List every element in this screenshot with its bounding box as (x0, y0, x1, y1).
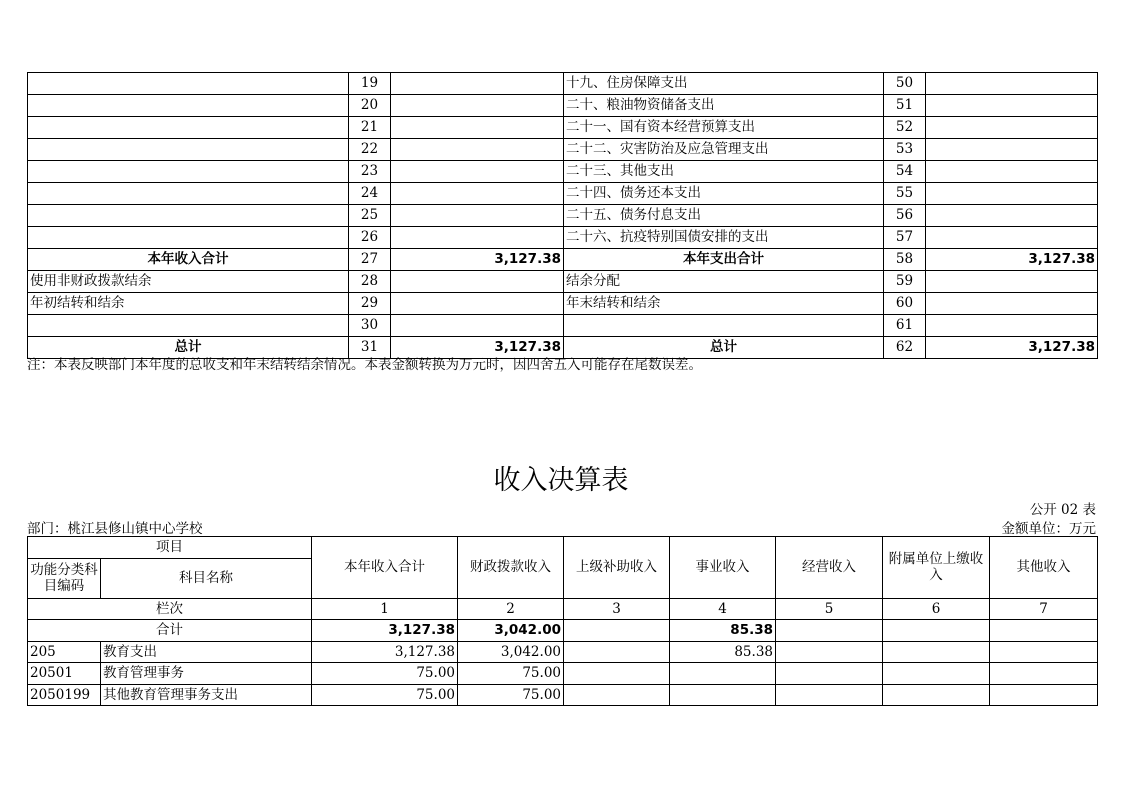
summary-row (28, 117, 1098, 139)
income-line-number: 22 (349, 139, 391, 161)
income-item-label (28, 315, 349, 337)
expense-item-value (926, 117, 1098, 139)
subject-name: 教育支出 (101, 641, 312, 663)
header-other-income: 其他收入 (990, 537, 1098, 599)
subject-name: 其他教育管理事务支出 (101, 684, 312, 706)
expense-line-number: 62 (884, 337, 926, 359)
income-item-label (28, 205, 349, 227)
income-table-body (28, 537, 1098, 706)
income-item-value (391, 205, 564, 227)
total-label: 合计 (28, 620, 312, 642)
income-value (670, 663, 776, 685)
income-line-number: 29 (349, 293, 391, 315)
expense-item-value (926, 73, 1098, 95)
income-value (883, 684, 990, 706)
form-number: 公开 02 表 (1029, 502, 1096, 518)
table-row (28, 684, 1098, 706)
expense-item-value: 3,127.38 (926, 337, 1098, 359)
income-value: 75.00 (458, 684, 564, 706)
expense-item-value (926, 205, 1098, 227)
total-value (883, 620, 990, 642)
expense-line-number: 58 (884, 249, 926, 271)
income-line-number: 31 (349, 337, 391, 359)
income-item-value (391, 293, 564, 315)
expense-item-label: 年末结转和结余 (564, 293, 884, 315)
summary-row (28, 73, 1098, 95)
expense-line-number: 52 (884, 117, 926, 139)
summary-row (28, 139, 1098, 161)
expense-item-value (926, 161, 1098, 183)
income-item-value (391, 183, 564, 205)
column-number: 4 (670, 598, 776, 620)
expense-item-value (926, 271, 1098, 293)
header-fiscal-appropriation: 财政拨款收入 (458, 537, 564, 599)
summary-row (28, 293, 1098, 315)
header-row (28, 537, 1098, 559)
income-item-label (28, 161, 349, 183)
header-business-income: 事业收入 (670, 537, 776, 599)
column-number: 6 (883, 598, 990, 620)
expense-item-label: 二十三、其他支出 (564, 161, 884, 183)
subject-name: 教育管理事务 (101, 663, 312, 685)
summary-row (28, 227, 1098, 249)
income-value (776, 641, 883, 663)
summary-row (28, 95, 1098, 117)
income-item-label: 使用非财政拨款结余 (28, 271, 349, 293)
income-line-number: 21 (349, 117, 391, 139)
summary-row (28, 161, 1098, 183)
expense-item-value (926, 315, 1098, 337)
income-value (776, 663, 883, 685)
income-value: 3,127.38 (312, 641, 458, 663)
expense-line-number: 50 (884, 73, 926, 95)
subject-code: 205 (28, 641, 101, 663)
column-number: 3 (564, 598, 670, 620)
income-item-label: 总计 (28, 337, 349, 359)
income-line-number: 25 (349, 205, 391, 227)
expense-item-value (926, 139, 1098, 161)
amount-unit-label: 金额单位：万元 (1001, 521, 1096, 537)
income-item-label: 年初结转和结余 (28, 293, 349, 315)
summary-row (28, 205, 1098, 227)
expense-item-label: 本年支出合计 (564, 249, 884, 271)
income-value: 75.00 (458, 663, 564, 685)
summary-row (28, 183, 1098, 205)
income-item-value (391, 227, 564, 249)
total-value (776, 620, 883, 642)
expense-line-number: 53 (884, 139, 926, 161)
expense-line-number: 56 (884, 205, 926, 227)
income-line-number: 23 (349, 161, 391, 183)
income-item-value (391, 161, 564, 183)
expense-line-number: 59 (884, 271, 926, 293)
table-note: 注：本表反映部门本年度的总收支和年末结转结余情况。本表金额转换为万元时，因四舍五入可能存在尾数误差。 (27, 357, 702, 373)
subject-code: 2050199 (28, 684, 101, 706)
total-value (990, 620, 1098, 642)
income-item-value (391, 117, 564, 139)
income-item-value (391, 139, 564, 161)
income-item-label (28, 183, 349, 205)
income-value: 75.00 (312, 684, 458, 706)
income-item-value (391, 73, 564, 95)
income-line-number: 20 (349, 95, 391, 117)
expense-item-label: 总计 (564, 337, 884, 359)
table-row (28, 663, 1098, 685)
income-value (564, 663, 670, 685)
expense-line-number: 54 (884, 161, 926, 183)
column-number: 7 (990, 598, 1098, 620)
total-row (28, 620, 1098, 642)
expense-item-value (926, 293, 1098, 315)
header-code: 功能分类科目编码 (28, 558, 101, 598)
expense-item-label: 二十一、国有资本经营预算支出 (564, 117, 884, 139)
income-value (670, 684, 776, 706)
expense-item-label: 二十六、抗疫特别国债安排的支出 (564, 227, 884, 249)
income-line-number: 24 (349, 183, 391, 205)
expense-line-number: 55 (884, 183, 926, 205)
expense-item-value: 3,127.38 (926, 249, 1098, 271)
summary-row (28, 315, 1098, 337)
header-name: 科目名称 (101, 558, 312, 598)
income-item-value: 3,127.38 (391, 337, 564, 359)
expense-item-label: 十九、住房保障支出 (564, 73, 884, 95)
income-item-value (391, 95, 564, 117)
header-total-income: 本年收入合计 (312, 537, 458, 599)
total-value: 3,042.00 (458, 620, 564, 642)
income-item-label (28, 117, 349, 139)
income-value: 3,042.00 (458, 641, 564, 663)
column-number-label: 栏次 (28, 598, 312, 620)
income-value (990, 663, 1098, 685)
income-value (883, 663, 990, 685)
expense-item-value (926, 227, 1098, 249)
header-project: 项目 (28, 537, 312, 559)
expense-item-value (926, 183, 1098, 205)
header-operating-income: 经营收入 (776, 537, 883, 599)
income-item-label (28, 139, 349, 161)
income-value: 85.38 (670, 641, 776, 663)
income-item-value: 3,127.38 (391, 249, 564, 271)
expense-line-number: 61 (884, 315, 926, 337)
income-table (27, 536, 1098, 706)
income-value (564, 684, 670, 706)
header-affiliate-income: 附属单位上缴收入 (883, 537, 990, 599)
income-value (883, 641, 990, 663)
income-line-number: 27 (349, 249, 391, 271)
income-line-number: 30 (349, 315, 391, 337)
income-item-label (28, 73, 349, 95)
expense-item-label: 二十四、债务还本支出 (564, 183, 884, 205)
income-item-label (28, 227, 349, 249)
income-value (990, 641, 1098, 663)
summary-table (27, 72, 1098, 359)
table-row (28, 641, 1098, 663)
expense-item-label: 二十、粮油物资储备支出 (564, 95, 884, 117)
column-number-row (28, 598, 1098, 620)
column-number: 1 (312, 598, 458, 620)
expense-item-label (564, 315, 884, 337)
total-value: 85.38 (670, 620, 776, 642)
income-value (776, 684, 883, 706)
expense-line-number: 60 (884, 293, 926, 315)
expense-item-label: 二十五、债务付息支出 (564, 205, 884, 227)
column-number: 2 (458, 598, 564, 620)
column-number: 5 (776, 598, 883, 620)
summary-table-body (28, 73, 1098, 359)
expense-item-value (926, 95, 1098, 117)
subject-code: 20501 (28, 663, 101, 685)
total-value: 3,127.38 (312, 620, 458, 642)
income-value (990, 684, 1098, 706)
income-item-label (28, 95, 349, 117)
expense-item-label: 二十二、灾害防治及应急管理支出 (564, 139, 884, 161)
department-label: 部门：桃江县修山镇中心学校 (27, 521, 203, 537)
expense-line-number: 57 (884, 227, 926, 249)
expense-item-label: 结余分配 (564, 271, 884, 293)
income-item-value (391, 315, 564, 337)
page-title: 收入决算表 (493, 465, 629, 496)
total-value (564, 620, 670, 642)
income-line-number: 19 (349, 73, 391, 95)
income-item-label: 本年收入合计 (28, 249, 349, 271)
income-value (564, 641, 670, 663)
income-line-number: 26 (349, 227, 391, 249)
summary-row (28, 249, 1098, 271)
header-superior-subsidy: 上级补助收入 (564, 537, 670, 599)
income-line-number: 28 (349, 271, 391, 293)
expense-line-number: 51 (884, 95, 926, 117)
income-item-value (391, 271, 564, 293)
income-value: 75.00 (312, 663, 458, 685)
summary-row (28, 271, 1098, 293)
